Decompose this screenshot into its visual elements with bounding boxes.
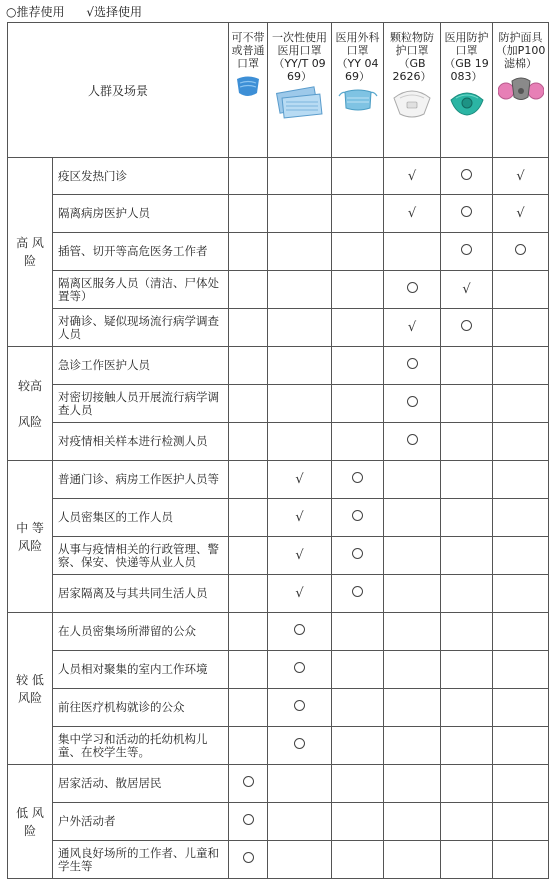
recommend-circle-icon [294, 700, 305, 711]
mask-cell [384, 575, 441, 613]
recommend-circle-icon [461, 320, 472, 331]
scene-cell: 居家隔离及与其共同生活人员 [53, 575, 229, 613]
mask-cell [384, 385, 441, 423]
mask-cell [229, 689, 268, 727]
mask-cell [229, 385, 268, 423]
mask-cell [332, 423, 384, 461]
mask-cell [493, 271, 549, 309]
table-row [8, 803, 549, 841]
mask-label: 医用外科口罩 （YY 0469） [335, 31, 380, 83]
check-mark-icon: √ [516, 168, 525, 184]
mask-cell [332, 765, 384, 803]
check-mark-icon: √ [516, 206, 525, 221]
check-mark-icon: √ [295, 472, 304, 487]
scene-cell: 通风良好场所的工作者、儿童和学生等 [53, 841, 229, 879]
particulate-respirator-icon [384, 86, 440, 123]
mask-cell [229, 271, 268, 309]
n95-respirator-icon [441, 86, 492, 119]
legend [6, 3, 160, 21]
mask-cell [229, 423, 268, 461]
mask-cell [332, 158, 384, 195]
mask-cell [384, 537, 441, 575]
mask-cell [384, 689, 441, 727]
mask-cell [268, 727, 332, 765]
mask-cell [268, 158, 332, 195]
table-row [8, 689, 549, 727]
mask-cell [441, 575, 493, 613]
mask-cell [229, 841, 268, 879]
risk-level-cell: 较高 风险 [8, 347, 53, 461]
mask-cell [229, 727, 268, 765]
surgical-mask-icon [332, 86, 383, 117]
scene-cell: 普通门诊、病房工作医护人员等 [53, 461, 229, 499]
mask-cell [229, 347, 268, 385]
scene-cell: 对密切接触人员开展流行病学调查人员 [53, 385, 229, 423]
mask-cell [332, 575, 384, 613]
table-row [8, 233, 549, 271]
mask-cell [384, 651, 441, 689]
mask-cell [384, 613, 441, 651]
mask-label: 可不带或普通口罩 [231, 31, 265, 70]
mask-cell [268, 651, 332, 689]
table-row [8, 537, 549, 575]
mask-cell [441, 689, 493, 727]
scene-cell: 隔离区服务人员（清洁、尸体处置等） [53, 271, 229, 309]
mask-cell [441, 841, 493, 879]
recommend-circle-icon [407, 282, 418, 293]
mask-cell [268, 575, 332, 613]
recommend-circle-icon [461, 169, 472, 180]
mask-cell [441, 309, 493, 347]
mask-cell [441, 423, 493, 461]
recommend-circle-icon [352, 510, 363, 521]
mask-cell [493, 803, 549, 841]
crowd-scene-header: 人群及场景 [8, 23, 229, 158]
recommend-circle-icon [407, 434, 418, 445]
mask-cell [493, 651, 549, 689]
mask-col-0 [229, 23, 268, 158]
mask-cell [384, 423, 441, 461]
mask-cell [441, 803, 493, 841]
mask-cell [332, 347, 384, 385]
check-mark-icon: √ [462, 282, 471, 297]
mask-label: 防护面具 （加P100滤棉） [495, 31, 546, 70]
mask-cell [229, 158, 268, 195]
legend-recommend: ○推荐使用 [6, 5, 65, 19]
table-row [8, 651, 549, 689]
table-row [8, 841, 549, 879]
mask-cell [332, 499, 384, 537]
scene-cell: 对确诊、疑似现场流行病学调查人员 [53, 309, 229, 347]
scene-cell: 对疫情相关样本进行检测人员 [53, 423, 229, 461]
mask-cell [441, 727, 493, 765]
mask-label: 颗粒物防护口罩（GB 2626） [390, 31, 435, 83]
mask-cell [493, 347, 549, 385]
mask-cell [384, 803, 441, 841]
mask-cell [493, 689, 549, 727]
mask-cell [268, 423, 332, 461]
recommend-circle-icon [352, 548, 363, 559]
recommend-circle-icon [515, 244, 526, 255]
recommend-circle-icon [243, 814, 254, 825]
risk-level-cell: 中 等 风险 [8, 461, 53, 613]
mask-usage-table [7, 22, 549, 879]
header-row [8, 23, 549, 158]
mask-cell [268, 537, 332, 575]
legend-optional: √选择使用 [86, 5, 142, 19]
mask-cell [493, 461, 549, 499]
mask-cell [229, 803, 268, 841]
mask-cell [268, 461, 332, 499]
mask-cell [268, 613, 332, 651]
table-row [8, 727, 549, 765]
table-row [8, 271, 549, 309]
check-mark-icon: √ [295, 586, 304, 601]
mask-cell [268, 841, 332, 879]
mask-cell [332, 689, 384, 727]
mask-cell [384, 158, 441, 195]
mask-cell [441, 347, 493, 385]
risk-level-cell: 较 低 风险 [8, 613, 53, 765]
mask-cell [384, 309, 441, 347]
table-row [8, 765, 549, 803]
table-row [8, 158, 549, 195]
mask-label: 医用防护口罩 （GB 19083） [444, 31, 489, 83]
mask-cell [441, 461, 493, 499]
mask-cell [493, 423, 549, 461]
mask-cell [493, 233, 549, 271]
mask-cell [384, 727, 441, 765]
mask-cell [493, 575, 549, 613]
mask-cell [441, 271, 493, 309]
recommend-circle-icon [294, 662, 305, 673]
recommend-circle-icon [352, 472, 363, 483]
gas-mask-icon [493, 73, 548, 106]
mask-cell [268, 309, 332, 347]
mask-col-5 [493, 23, 549, 158]
disposable-mask-stack-icon [268, 86, 331, 125]
check-mark-icon: √ [407, 168, 417, 184]
recommend-circle-icon [461, 244, 472, 255]
mask-cell [384, 233, 441, 271]
table-row [8, 461, 549, 499]
mask-cell [493, 385, 549, 423]
mask-cell [384, 271, 441, 309]
mask-cell [384, 195, 441, 233]
mask-cell [268, 347, 332, 385]
mask-cell [229, 309, 268, 347]
mask-col-3 [384, 23, 441, 158]
mask-col-1 [268, 23, 332, 158]
mask-cell [493, 195, 549, 233]
mask-cell [332, 803, 384, 841]
mask-cell [268, 233, 332, 271]
check-mark-icon: √ [407, 206, 417, 221]
check-mark-icon: √ [295, 548, 304, 563]
mask-cell [493, 765, 549, 803]
mask-cell [268, 499, 332, 537]
scene-cell: 隔离病房医护人员 [53, 195, 229, 233]
scene-cell: 急诊工作医护人员 [53, 347, 229, 385]
scene-cell: 插管、切开等高危医务工作者 [53, 233, 229, 271]
scene-cell: 从事与疫情相关的行政管理、警察、保安、快递等从业人员 [53, 537, 229, 575]
mask-cell [441, 537, 493, 575]
recommend-circle-icon [407, 358, 418, 369]
recommend-circle-icon [243, 852, 254, 863]
mask-label: 一次性使用医用口罩（YY/T 0969） [272, 31, 328, 83]
mask-cell [268, 765, 332, 803]
mask-cell [441, 613, 493, 651]
table-row [8, 423, 549, 461]
mask-cell [268, 689, 332, 727]
mask-cell [384, 461, 441, 499]
recommend-circle-icon [407, 396, 418, 407]
mask-cell [332, 271, 384, 309]
scene-cell: 居家活动、散居居民 [53, 765, 229, 803]
mask-cell [229, 537, 268, 575]
table-row [8, 195, 549, 233]
mask-cell [493, 158, 549, 195]
recommend-circle-icon [352, 586, 363, 597]
mask-cell [493, 309, 549, 347]
mask-cell [229, 765, 268, 803]
recommend-circle-icon [294, 738, 305, 749]
scene-cell: 人员相对聚集的室内工作环境 [53, 651, 229, 689]
scene-cell: 人员密集区的工作人员 [53, 499, 229, 537]
mask-cell [332, 651, 384, 689]
table-row [8, 575, 549, 613]
mask-cell [493, 841, 549, 879]
table-row [8, 347, 549, 385]
mask-cell [229, 575, 268, 613]
mask-cell [229, 499, 268, 537]
recommend-circle-icon [294, 624, 305, 635]
mask-cell [229, 195, 268, 233]
table-row [8, 613, 549, 651]
table-row [8, 385, 549, 423]
scene-cell: 集中学习和活动的托幼机构儿童、在校学生等。 [53, 727, 229, 765]
scene-cell: 户外活动者 [53, 803, 229, 841]
mask-col-2 [332, 23, 384, 158]
mask-cell [384, 765, 441, 803]
mask-cell [441, 765, 493, 803]
mask-cell [268, 803, 332, 841]
table-row [8, 309, 549, 347]
mask-cell [493, 499, 549, 537]
mask-cell [268, 385, 332, 423]
mask-cell [332, 233, 384, 271]
blue-fabric-mask-icon [229, 73, 267, 102]
mask-cell [384, 499, 441, 537]
mask-cell [384, 841, 441, 879]
mask-cell [229, 233, 268, 271]
mask-cell [268, 195, 332, 233]
mask-cell [384, 347, 441, 385]
mask-cell [332, 841, 384, 879]
recommend-circle-icon [461, 206, 472, 217]
scene-cell: 疫区发热门诊 [53, 158, 229, 195]
mask-cell [332, 727, 384, 765]
mask-cell [441, 499, 493, 537]
mask-cell [229, 461, 268, 499]
mask-cell [493, 613, 549, 651]
mask-cell [332, 613, 384, 651]
risk-level-cell: 高 风 险 [8, 158, 53, 347]
mask-cell [268, 271, 332, 309]
scene-cell: 在人员密集场所滞留的公众 [53, 613, 229, 651]
mask-cell [332, 385, 384, 423]
table-row [8, 499, 549, 537]
mask-cell [441, 195, 493, 233]
check-mark-icon: √ [295, 510, 304, 525]
mask-cell [332, 195, 384, 233]
mask-cell [441, 651, 493, 689]
mask-cell [332, 537, 384, 575]
mask-cell [493, 537, 549, 575]
mask-cell [332, 461, 384, 499]
mask-col-4 [441, 23, 493, 158]
mask-cell [229, 651, 268, 689]
scene-cell: 前往医疗机构就诊的公众 [53, 689, 229, 727]
mask-cell [441, 158, 493, 195]
recommend-circle-icon [243, 776, 254, 787]
mask-cell [493, 727, 549, 765]
mask-cell [332, 309, 384, 347]
mask-cell [441, 385, 493, 423]
risk-level-cell: 低 风 险 [8, 765, 53, 879]
mask-cell [229, 613, 268, 651]
check-mark-icon: √ [407, 320, 417, 335]
mask-cell [441, 233, 493, 271]
